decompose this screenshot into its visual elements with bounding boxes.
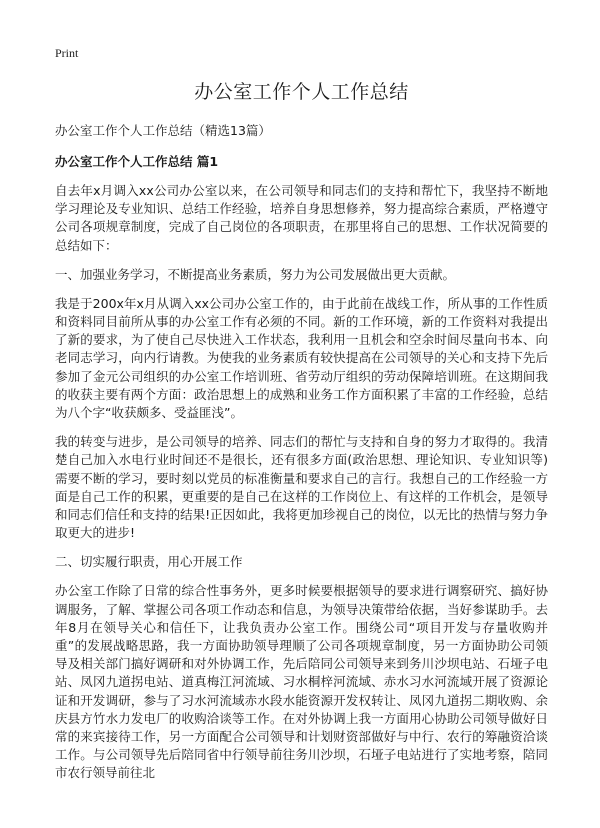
paragraph-study: 我是于200x年x月从调入xx公司办公室工作的，由于此前在战线工作，所从事的工作性质和资料同目前所从事的办公室工作有必须的不同。新的工作环境，新的工作资料对我提出了新的要求，为了使自己尽快进入工作状态，我利用一且机会和空余时间尽量向书本、向老同志学习，向内行请教。为使我的业务素质有较快提高在公司领导的关心和支持下先后参加了金元公司组织的办公室工作培训班、省劳动厅组织的劳动保障培训班。在这期间我的收获主要有两个方面：政治思想上的成熟和业务工作方面积累了丰富的工作经验，总结为八个字“收获颇多、受益匪浅”。: [55, 295, 548, 421]
paragraph-progress: 我的转变与进步，是公司领导的培养、同志们的帮忙与支持和自身的努力才取得的。我清楚自己加入水电行业时间还不是很长，还有很多方面(政治思想、理论知识、专业知识等)需要不断的学习，要时刻以党员的标准衡量和要求自己的言行。我想自己的工作经验一方面是自己工作的积累，更重要的是自己在这样的工作岗位上、有这样的工作机会，是领导和同志们信任和支持的结果!正因如此，我将更加珍视自己的岗位，以无比的热情与努力争取更大的进步!: [55, 434, 548, 541]
point-heading-2: 二、切实履行职责，用心开展工作: [55, 554, 243, 570]
paragraph-intro: 自去年x月调入xx公司办公室以来，在公司领导和同志们的支持和帮忙下，我坚持不断地学习理论及专业知识、总结工作经验，培养自身思想修养，努力提高综合素质，严格遵守公司各项规章制度，完成了自己岗位的各项职责，在那里将自己的思想、工作状况简要的总结如下：: [55, 183, 548, 253]
paragraph-duties: 办公室工作除了日常的综合性事务外，更多时候要根据领导的要求进行调察研究、搞好协调服务，了解、掌握公司各项工作动态和信息，为领导决策带给依据，当好参谋助手。去年8月在领导关心和信任下，让我负责办公室工作。围绕公司“项目开发与存量收购并重”的发展战略思路，我一方面协助领导理顺了公司各项规章制度，另一方面协助公司领导及相关部门搞好调研和对外协调工作，先后陪同公司领导来到务川沙坝电站、石垭子电站、凤冈九道拐电站、道真梅江河流域、习水桐梓河流域、赤水习水河流域开展了资源论证和开发调研，参与了习水河流域赤水段水能资源开发权转让、凤冈九道拐二期收购、余庆县方竹水力发电厂的收购洽谈等工作。在对外协调上我一方面用心协助公司领导做好日常的来宾接待工作，另一方面配合公司领导和计划财资部做好与中行、农行的筹融资洽谈工作。与公司领导先后陪同省中行领导前往务川沙坝，石垭子电站进行了实地考察，陪同市农行领导前往北: [55, 583, 548, 781]
print-link[interactable]: Print: [55, 46, 79, 60]
point-heading-1: 一、加强业务学习，不断提高业务素质，努力为公司发展做出更大贡献。: [55, 266, 456, 282]
document-title: 办公室工作个人工作总结: [194, 81, 409, 103]
section-heading: 办公室工作个人工作总结 篇1: [55, 154, 219, 169]
document-subtitle: 办公室工作个人工作总结（精选13篇）: [55, 123, 271, 138]
